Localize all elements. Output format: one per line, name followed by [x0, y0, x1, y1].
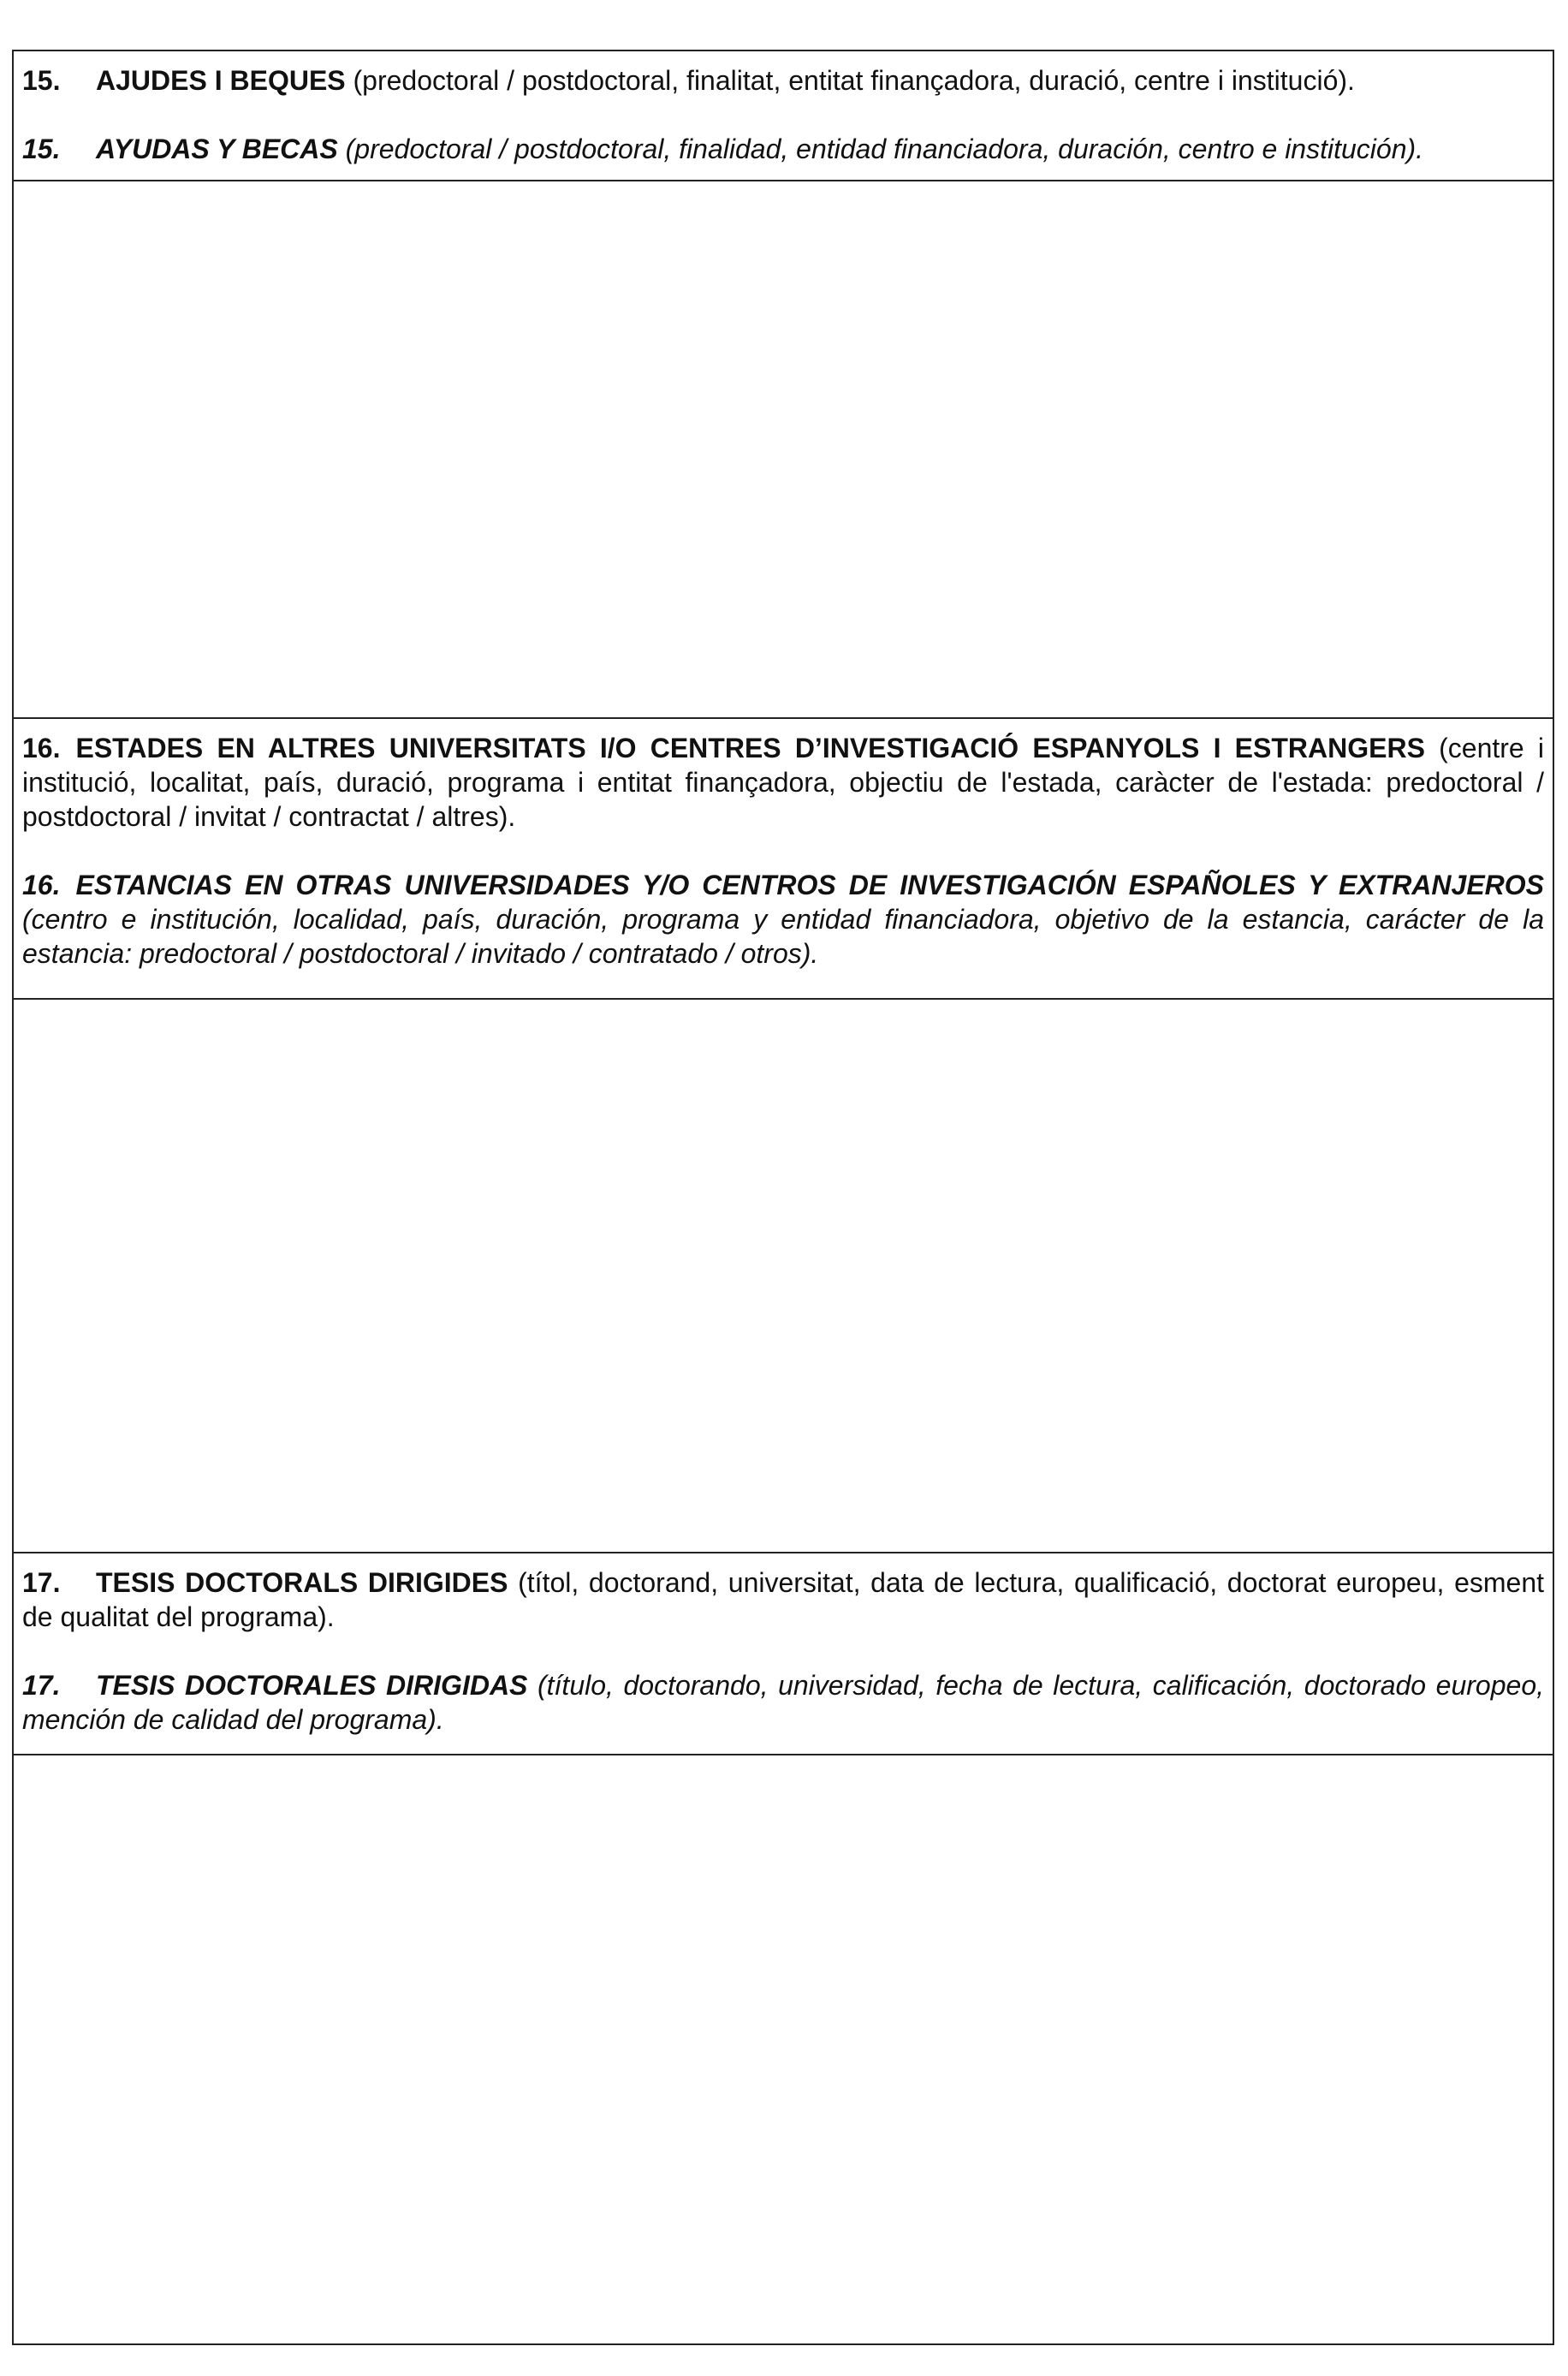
section-15-catalan — [22, 63, 1544, 98]
section-15-spanish — [22, 132, 1544, 166]
section-title: ESTANCIAS EN OTRAS UNIVERSIDADES Y/O CENTROS DE INVESTIGACIÓN ESPAÑOLES Y EXTRANJEROS — [75, 870, 1544, 900]
section-17-spanish — [22, 1668, 1544, 1737]
section-number: 15. — [22, 65, 61, 96]
section-number: 16. — [22, 733, 61, 763]
section-title: AJUDES I BEQUES — [96, 65, 346, 96]
section-number: 17. — [22, 1670, 61, 1701]
section-17-header — [14, 1553, 1553, 1755]
section-16-catalan — [22, 731, 1544, 834]
section-title: ESTADES EN ALTRES UNIVERSITATS I/O CENTRES D’INVESTIGACIÓ ESPANYOLS I ESTRANGERS — [75, 733, 1425, 763]
section-title: TESIS DOCTORALS DIRIGIDES — [96, 1567, 508, 1598]
section-16-answer-field[interactable] — [14, 1000, 1553, 1553]
section-description: (título, doctorando, universidad, fecha de lectura, calificación, doctorado europeo, mención de calidad del programa). — [22, 1670, 1545, 1735]
section-number: 15. — [22, 134, 61, 164]
section-15-header — [14, 51, 1553, 181]
section-16-header — [14, 719, 1553, 1000]
section-description: (centre i institució, localitat, país, duració, programa i entitat finançadora, objectiu de l'estada, caràcter de l'estada: predoctoral / postdoctoral / invitat / contractat / altres). — [22, 733, 1545, 832]
section-number: 17. — [22, 1567, 61, 1598]
section-description: (títol, doctorand, universitat, data de lectura, qualificació, doctorat europeu, esment de qualitat del programa). — [22, 1567, 1545, 1632]
section-description: (predoctoral / postdoctoral, finalidad, entidad financiadora, duración, centro e institución). — [337, 134, 1424, 164]
section-17-answer-field[interactable] — [14, 1755, 1553, 2343]
section-16-spanish — [22, 868, 1544, 971]
section-15-answer-field[interactable] — [14, 181, 1553, 719]
section-description: (centro e institución, localidad, país, duración, programa y entidad financiadora, objetivo de la estancia, carácter de la estancia: predoctoral / postdoctoral / invitado / contratado / otros). — [22, 904, 1544, 969]
section-description: (predoctoral / postdoctoral, finalitat, entitat finançadora, duració, centre i institució). — [345, 65, 1355, 96]
form-table — [12, 50, 1554, 2345]
section-number: 16. — [22, 870, 61, 900]
section-title: TESIS DOCTORALES DIRIGIDAS — [96, 1670, 528, 1701]
section-17-catalan — [22, 1565, 1544, 1634]
section-title: AYUDAS Y BECAS — [96, 134, 338, 164]
